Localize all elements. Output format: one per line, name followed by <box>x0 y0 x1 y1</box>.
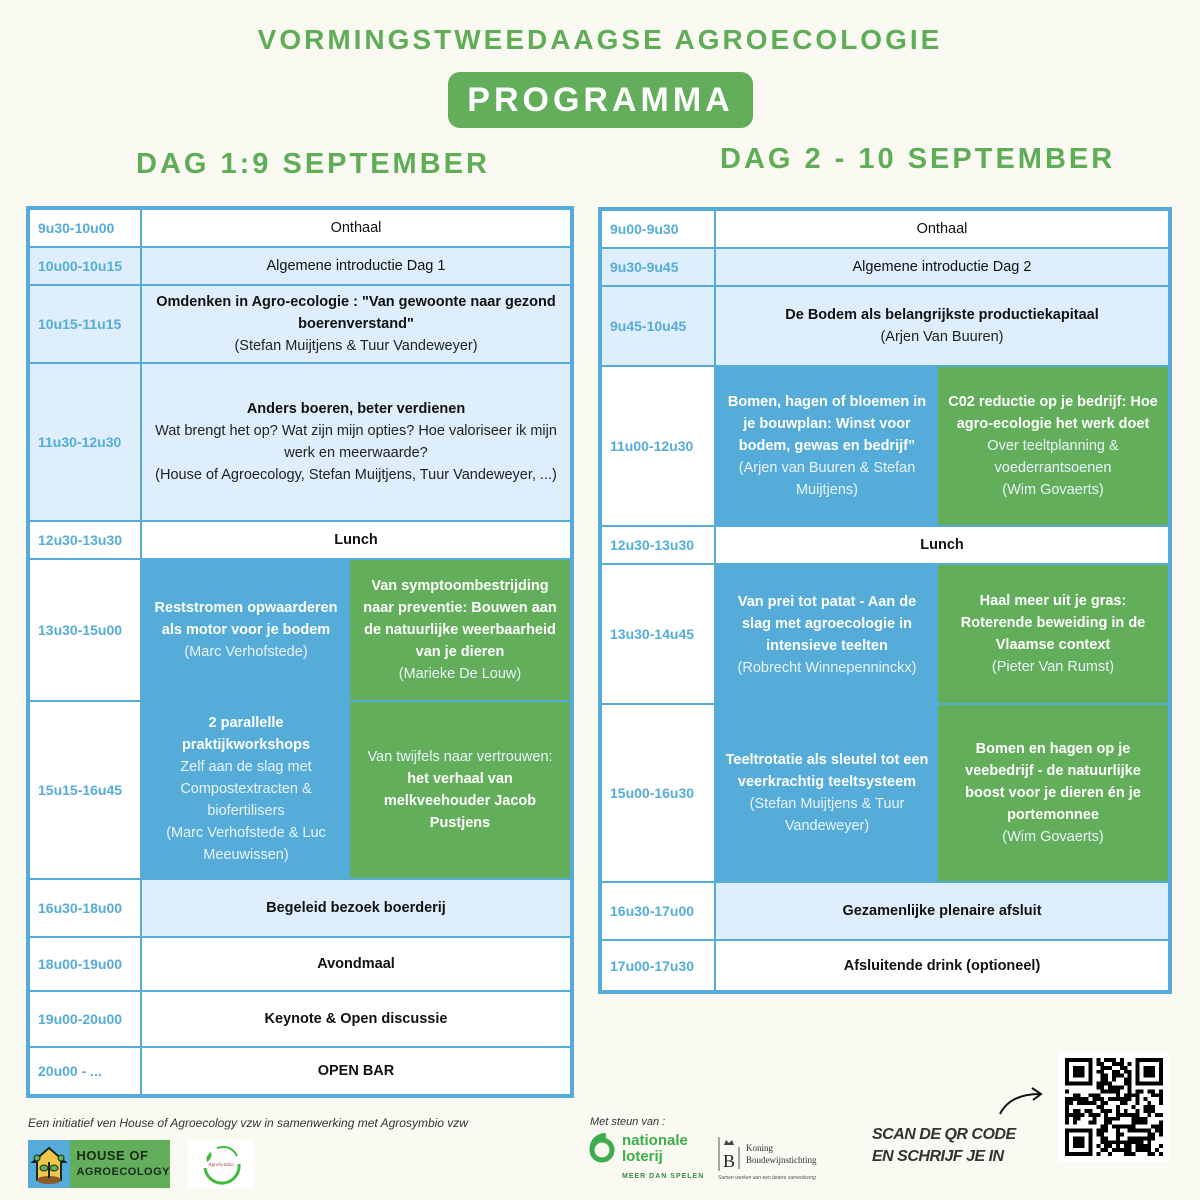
event-title: VORMINGSTWEEDAAGSE AGROECOLOGIE <box>257 24 943 55</box>
session-cell <box>716 249 1168 285</box>
time-cell: 15u00-16u30 <box>602 705 714 881</box>
session-title: Algemene introductie Dag 2 <box>852 259 1032 275</box>
session-cell <box>142 1048 570 1094</box>
row-divider <box>350 700 570 702</box>
day2-schedule-table <box>598 207 1172 994</box>
parallel-session-blue-2 <box>716 705 938 881</box>
scan-line2: EN SCHRIJF JE IN <box>872 1148 1004 1165</box>
parallel-session-blue-0 <box>716 367 938 525</box>
session-cell <box>716 211 1168 247</box>
session-cell <box>716 287 1168 365</box>
session-speakers: (Marc Verhofstede) <box>184 644 308 660</box>
parallel-session-blue-1 <box>142 560 350 700</box>
row-divider <box>30 362 570 364</box>
parallel-session-green-1 <box>938 565 1168 703</box>
session-intro: Van twijfels naar vertrouwen: <box>367 749 553 765</box>
session-description: Wat brengt het op? Wat zijn mijn opties? Hoe valoriseer ik mijn werk en meerwaarde? <box>155 423 557 461</box>
session-title: Bomen, hagen of bloemen in je bouwplan: Winst voor bodem, gewas en bedrijf” <box>727 394 927 454</box>
session-cell <box>716 941 1168 990</box>
koning-boudewijnstichting-logo <box>718 1137 817 1181</box>
programma-badge: PROGRAMMA <box>448 72 753 128</box>
session-cell <box>142 880 570 936</box>
session-speakers: (Arjen van Buuren & Stefan Muijtjens) <box>738 460 916 498</box>
time-cell: 15u15-16u45 <box>30 702 140 878</box>
time-cell: 9u45-10u45 <box>602 287 714 365</box>
row-divider <box>602 703 716 705</box>
time-cell: 13u30-15u00 <box>30 560 140 700</box>
parallel-session-green-2 <box>938 705 1168 881</box>
logo-line2: AGROECOLOGY <box>76 1166 170 1178</box>
loterij-line1: nationale <box>622 1132 688 1149</box>
day2-heading: DAG 2 - 10 SEPTEMBER <box>720 143 1116 175</box>
session-title: 2 parallelle praktijkworkshops <box>181 715 311 753</box>
row-divider <box>602 285 1168 287</box>
time-cell: 10u15-11u15 <box>30 286 140 362</box>
logo-line1: HOUSE OF <box>76 1148 149 1163</box>
parallel-session-green-1 <box>350 560 570 700</box>
row-divider <box>602 939 1168 941</box>
session-cell <box>142 364 570 520</box>
svg-text:B: B <box>722 1151 736 1171</box>
session-title: De Bodem als belangrijkste productiekapitaal <box>785 307 1099 323</box>
session-title: Haal meer uit je gras: Roterende beweiding in de Vlaamse context <box>960 593 1146 653</box>
session-title: het verhaal van melkveehouder Jacob Pustjens <box>383 771 537 831</box>
row-divider <box>30 558 570 560</box>
session-speakers: (Robrecht Winnepenninckx) <box>737 660 917 676</box>
session-speakers: (Wim Govaerts) <box>1002 482 1104 498</box>
session-title: Van prei tot patat - Aan de slag met agroecologie in intensieve teelten <box>737 594 917 654</box>
session-speakers: (Stefan Muijtjens & Tuur Vandeweyer) <box>749 796 905 834</box>
session-title: Algemene introductie Dag 1 <box>266 258 446 274</box>
koning-line1: Koning <box>746 1143 773 1153</box>
session-title: Keynote & Open discussie <box>264 1011 448 1027</box>
row-divider <box>30 284 570 286</box>
session-speakers: (House of Agroecology, Stefan Muijtjens, Tuur Vandeweyer, ...) <box>155 467 557 483</box>
house-of-agroecology-logo <box>28 1140 170 1188</box>
time-cell: 18u00-19u00 <box>30 938 140 990</box>
session-title: Afsluitende drink (optioneel) <box>843 957 1041 974</box>
session-cell <box>142 248 570 284</box>
initiative-text: Een initiatief ven House of Agroecology vzw in samenwerking met Agrosymbio vzw <box>28 1116 468 1130</box>
session-speakers: (Arjen Van Buuren) <box>880 329 1004 345</box>
session-title: Reststromen opwaarderen als motor voor je bodem <box>154 600 338 638</box>
nationale-loterij-logo <box>588 1133 704 1185</box>
session-speakers: (Stefan Muijtjens & Tuur Vandeweyer) <box>234 338 478 354</box>
row-divider <box>30 936 570 938</box>
agrosymbio-logo <box>188 1140 254 1188</box>
row-divider <box>602 525 1168 527</box>
session-cell <box>142 992 570 1046</box>
session-cell <box>142 210 570 246</box>
session-title: Gezamenlijke plenaire afsluit <box>842 903 1042 919</box>
time-cell: 11u30-12u30 <box>30 364 140 520</box>
koning-line2: Boudewijnstichting <box>746 1155 817 1165</box>
row-divider <box>602 881 1168 883</box>
time-cell: 19u00-20u00 <box>30 992 140 1046</box>
session-speakers: (Wim Govaerts) <box>1002 829 1104 845</box>
row-divider <box>602 365 1168 367</box>
loterij-line2: loterij <box>622 1148 663 1165</box>
time-cell: 12u30-13u30 <box>30 522 140 558</box>
row-divider <box>602 563 1168 565</box>
house-icon <box>28 1140 70 1188</box>
time-cell: 16u30-17u00 <box>602 883 714 939</box>
row-divider <box>30 878 570 880</box>
time-cell: 17u00-17u30 <box>602 941 714 990</box>
scan-qr-instruction <box>872 1124 1016 1168</box>
session-cell <box>142 938 570 990</box>
session-title: Avondmaal <box>317 956 395 972</box>
parallel-session-blue-1 <box>716 565 938 705</box>
parallel-session-green-0 <box>938 367 1168 525</box>
session-title: Onthaal <box>330 220 382 236</box>
row-divider <box>30 990 570 992</box>
scan-line1: SCAN DE QR CODE <box>872 1126 1016 1143</box>
koning-tagline: Samen werken aan een betere samenleving <box>718 1175 816 1181</box>
column-divider <box>714 211 716 990</box>
loterij-tagline: MEER DAN SPELEN <box>622 1173 705 1180</box>
row-divider <box>30 520 570 522</box>
time-cell: 16u30-18u00 <box>30 880 140 936</box>
session-title: Lunch <box>334 532 378 548</box>
session-title: Onthaal <box>916 221 968 237</box>
session-speakers: (Marieke De Louw) <box>398 666 522 682</box>
session-title: Anders boeren, beter verdienen <box>246 401 466 417</box>
agrosymbio-text: AgroSymbio <box>208 1163 234 1168</box>
support-label: Met steun van : <box>590 1116 666 1128</box>
time-cell: 13u30-14u45 <box>602 565 714 703</box>
row-divider <box>30 1046 570 1048</box>
session-speakers: (Pieter Van Rumst) <box>991 659 1115 675</box>
session-cell <box>716 883 1168 939</box>
curved-arrow-icon <box>996 1086 1046 1116</box>
time-cell: 9u00-9u30 <box>602 211 714 247</box>
row-divider <box>602 247 1168 249</box>
session-description: Zelf aan de slag met Compostextracten & biofertilisers <box>180 759 312 819</box>
day1-schedule-table <box>26 206 574 1098</box>
crown-b-icon <box>718 1137 740 1171</box>
session-title: Van symptoombestrijding naar preventie: Bouwen aan de natuurlijke weerbaarheid van je dieren <box>363 578 557 660</box>
day1-heading: DAG 1:9 SEPTEMBER <box>136 148 490 180</box>
time-cell: 9u30-9u45 <box>602 249 714 285</box>
time-cell: 10u00-10u15 <box>30 248 140 284</box>
time-cell: 20u00 - ... <box>30 1048 140 1094</box>
session-description: Over teeltplanning & voederrantsoenen <box>987 438 1119 476</box>
session-title: Begeleid bezoek boerderij <box>266 900 446 916</box>
qr-code-icon[interactable] <box>1059 1052 1169 1162</box>
session-title: OPEN BAR <box>317 1063 395 1079</box>
parallel-session-green-2 <box>350 702 570 878</box>
session-cell <box>142 286 570 362</box>
session-cell <box>716 527 1168 563</box>
session-cell <box>142 522 570 558</box>
session-title: Lunch <box>920 537 964 553</box>
session-title: C02 reductie op je bedrijf: Hoe agro-ecologie het werk doet <box>948 394 1158 432</box>
leaf-circle-icon <box>197 1142 245 1186</box>
session-title: Bomen en hagen op je veebedrijf - de natuurlijke boost voor je dieren én je portemonnee <box>965 741 1141 823</box>
column-divider <box>140 210 142 1094</box>
row-divider <box>30 246 570 248</box>
time-cell: 9u30-10u00 <box>30 210 140 246</box>
time-cell: 12u30-13u30 <box>602 527 714 563</box>
session-title: Teeltrotatie als sleutel tot een veerkrachtig teeltsysteem <box>725 752 929 790</box>
time-cell: 11u00-12u30 <box>602 367 714 525</box>
loterij-icon <box>588 1133 616 1163</box>
session-title: Omdenken in Agro-ecologie : "Van gewoonte naar gezond boerenverstand" <box>156 294 556 332</box>
parallel-session-blue-2 <box>142 700 350 878</box>
row-divider <box>938 703 1168 705</box>
session-speakers: (Marc Verhofstede & Luc Meeuwissen) <box>166 825 326 863</box>
row-divider <box>30 700 142 702</box>
